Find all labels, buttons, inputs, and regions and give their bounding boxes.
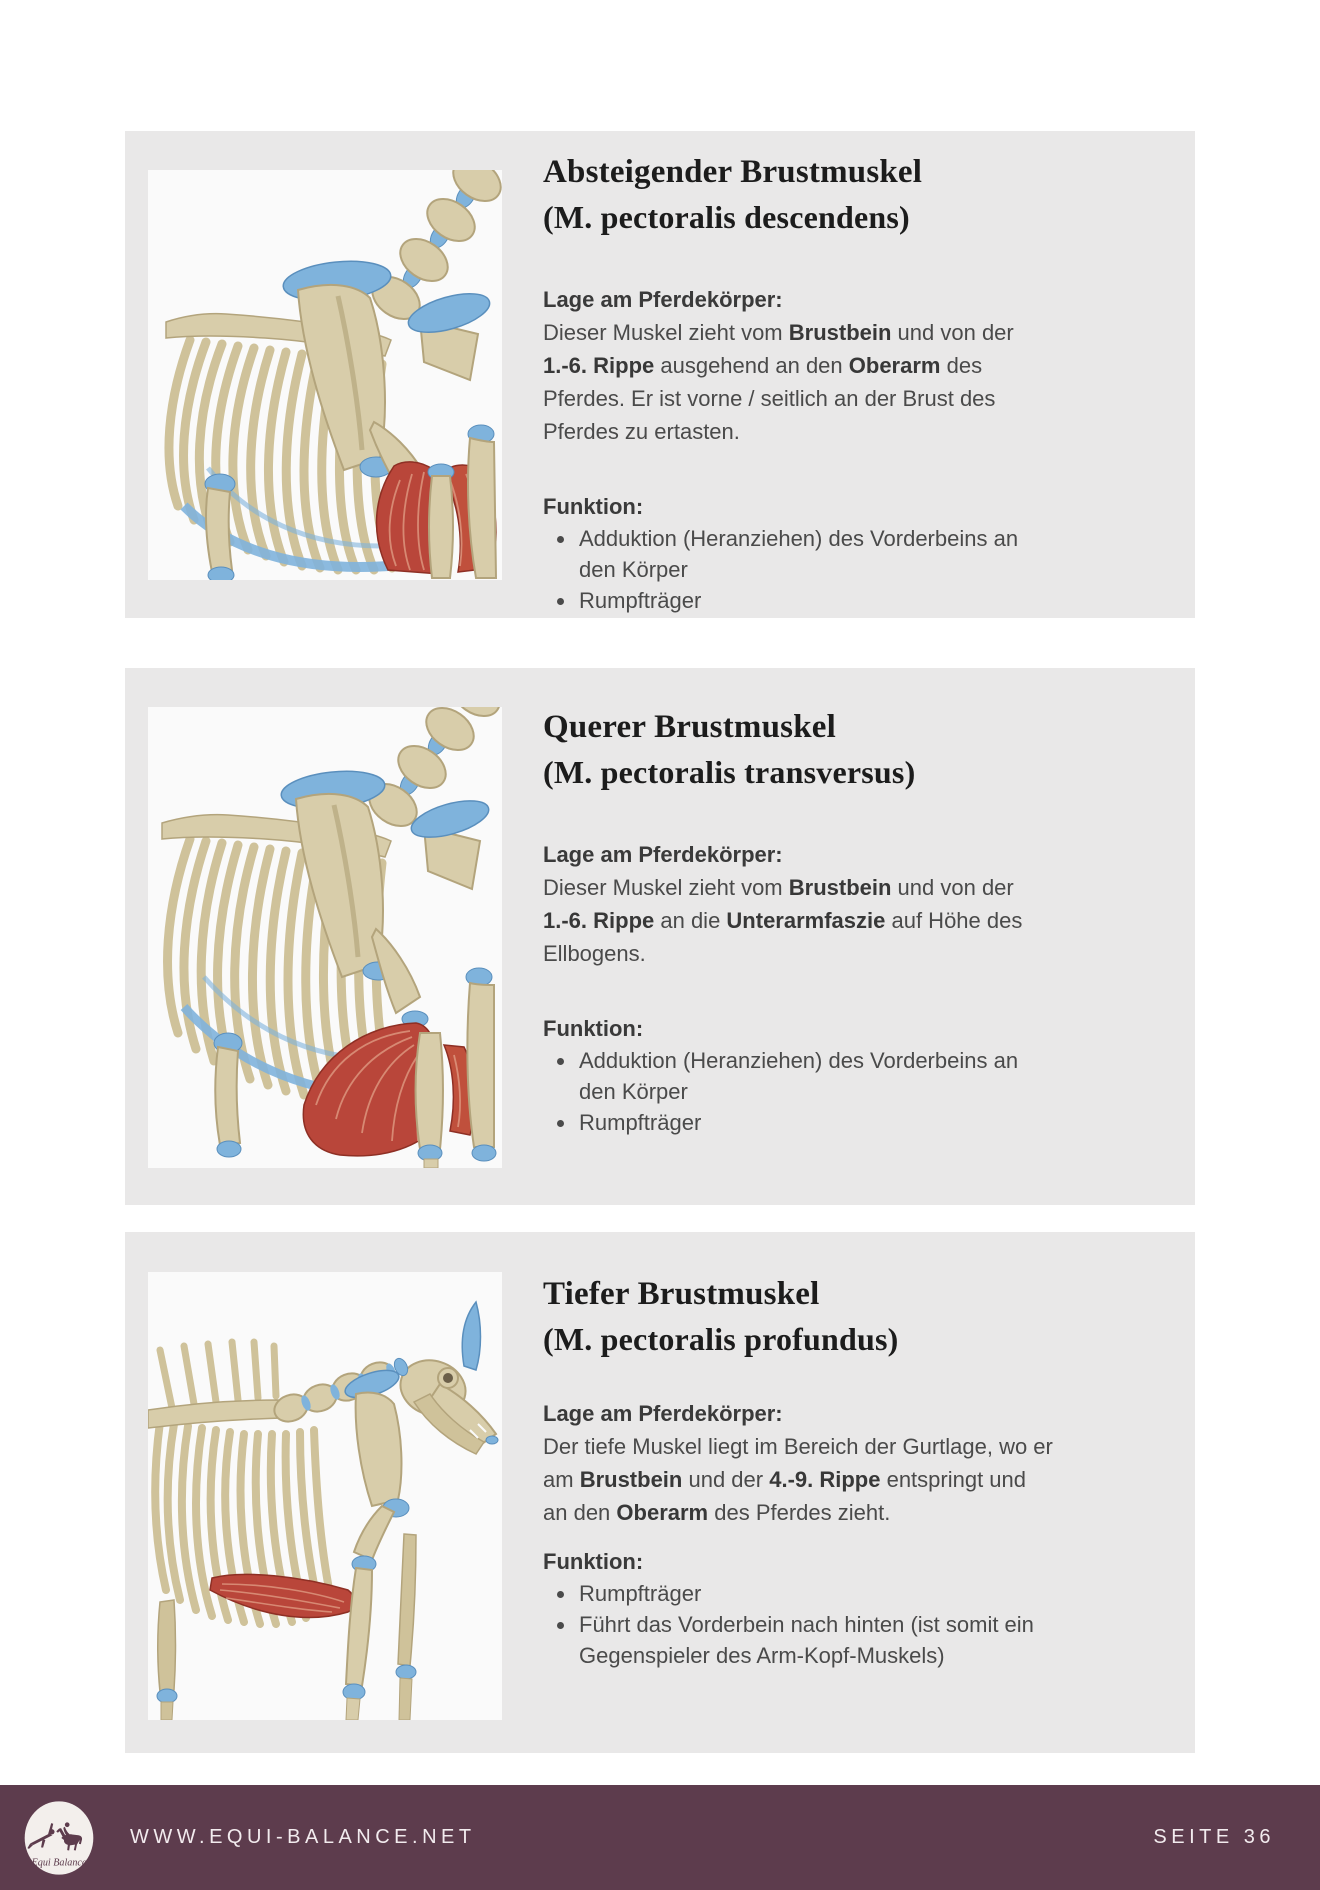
function-list	[543, 1578, 1053, 1671]
location-text-segment: auf Höhe des Ellbogens.	[543, 908, 1023, 966]
location-text-segment: Oberarm	[848, 353, 941, 378]
section-latin-subtitle: (M. pectoralis descendens)	[543, 199, 910, 235]
section-latin-subtitle: (M. pectoralis transversus)	[543, 754, 916, 790]
section-text-column	[543, 1272, 1053, 1671]
function-label: Funktion:	[543, 494, 644, 519]
right-foreleg	[468, 425, 496, 578]
location-text-segment: und von der	[891, 320, 1014, 345]
function-item: • Führt das Vorderbein nach hinten (ist somit ein Gegenspieler des Arm-Kopf-Muskels)	[577, 1609, 1053, 1671]
logo-wordmark: Equi Balance	[31, 1856, 87, 1868]
location-text-segment: Dieser Muskel zieht vom	[543, 320, 789, 345]
location-text-segment: Brustbein	[788, 875, 892, 900]
location-text-segment: 1.-6. Rippe	[543, 353, 655, 378]
location-text-segment: Der tiefe Muskel liegt im Bereich der Gurtlage, wo er am	[543, 1434, 1053, 1492]
skeleton-illustration	[148, 707, 502, 1168]
function-item: • Rumpfträger	[577, 1107, 1053, 1138]
location-text-segment: an die	[654, 908, 727, 933]
location-text-segment: Oberarm	[616, 1500, 709, 1525]
location-text	[543, 871, 1053, 970]
function-item: • Rumpfträger	[577, 1578, 1053, 1609]
horse-skeleton-descendens-illustration	[148, 170, 502, 580]
section-title: Querer Brustmuskel	[543, 709, 836, 745]
location-text-segment: und der	[682, 1467, 770, 1492]
near-foreleg-radius	[416, 1033, 444, 1168]
muscle-section-card	[125, 131, 1195, 618]
location-label: Lage am Pferdekörper:	[543, 287, 783, 312]
function-list	[543, 523, 1053, 616]
section-latin-subtitle: (M. pectoralis profundus)	[543, 1321, 899, 1357]
function-list	[543, 1045, 1053, 1138]
location-text-segment: Unterarmfaszie	[726, 908, 886, 933]
horse-skeleton-profundus-illustration	[148, 1272, 502, 1720]
location-text-segment: Brustbein	[788, 320, 892, 345]
footer-page-number: SEITE 36	[1153, 1826, 1275, 1848]
function-item: • Adduktion (Heranziehen) des Vorderbeins an den Körper	[577, 1045, 1053, 1107]
location-text	[543, 1430, 1053, 1529]
location-text-segment: ausgehend an den	[654, 353, 849, 378]
function-item: • Adduktion (Heranziehen) des Vorderbeins an den Körper	[577, 523, 1053, 585]
location-label: Lage am Pferdekörper:	[543, 842, 783, 867]
muscle-section-card	[125, 1232, 1195, 1753]
section-text-column	[543, 705, 1053, 1138]
location-text-segment: 4.-9. Rippe	[769, 1467, 881, 1492]
muscle-section-card	[125, 668, 1195, 1205]
function-label: Funktion:	[543, 1549, 644, 1574]
location-text-segment: des Pferdes zieht.	[708, 1500, 891, 1525]
section-title: Absteigender Brustmuskel	[543, 154, 923, 190]
location-text-segment: entspringt und an den	[543, 1467, 1027, 1525]
function-label: Funktion:	[543, 1016, 644, 1041]
horse-skeleton-transversus-illustration	[148, 707, 502, 1168]
location-text	[543, 316, 1053, 448]
location-text-segment: Dieser Muskel zieht vom	[543, 875, 789, 900]
location-text-segment: Brustbein	[579, 1467, 683, 1492]
footer-website-url[interactable]: WWW.EQUI-BALANCE.NET	[130, 1826, 476, 1848]
footer-bar	[0, 1785, 1320, 1890]
skeleton-illustration	[148, 1272, 502, 1720]
near-foreleg-radius	[428, 464, 454, 578]
location-text-segment: 1.-6. Rippe	[543, 908, 655, 933]
section-text-column	[543, 150, 1053, 616]
equi-balance-logo	[20, 1799, 98, 1877]
function-item: • Rumpfträger	[577, 585, 1053, 616]
section-title: Tiefer Brustmuskel	[543, 1276, 820, 1312]
location-label: Lage am Pferdekörper:	[543, 1401, 783, 1426]
skeleton-illustration	[148, 170, 502, 580]
location-text-segment: des Pferdes. Er ist vorne / seitlich an der Brust des Pferdes zu ertasten.	[543, 353, 996, 444]
location-text-segment: und von der	[891, 875, 1014, 900]
